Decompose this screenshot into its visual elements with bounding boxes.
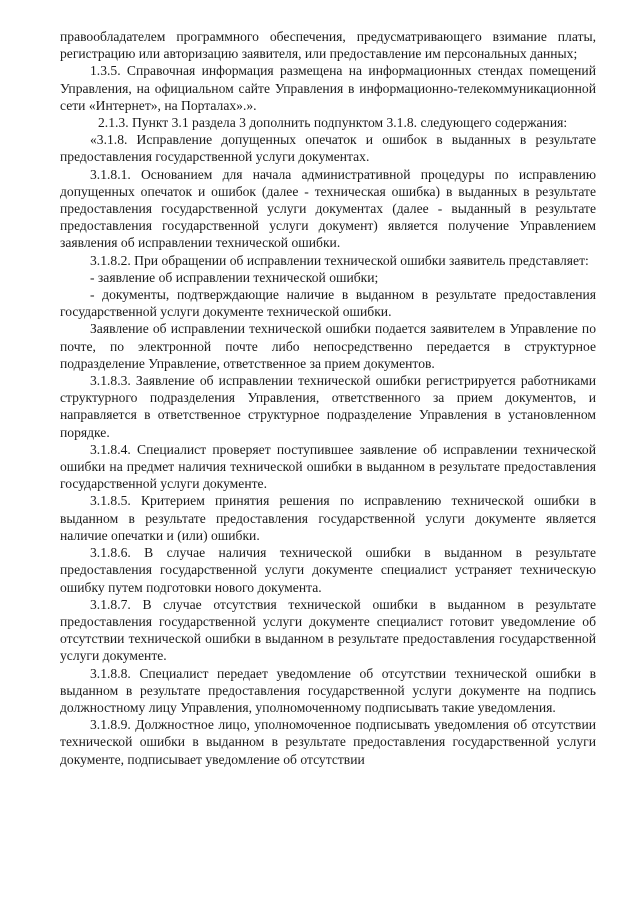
list-item-documents: - документы, подтверждающие наличие в выданном в результате предоставления государственной услуги документе технической ошибки.	[60, 287, 596, 320]
document-page	[60, 28, 596, 768]
paragraph-3-1-8-5: 3.1.8.5. Критерием принятия решения по исправлению технической ошибки в выданном в результате предоставления государственной услуги документе является наличие опечатки и (или) ошибки.	[60, 493, 596, 543]
list-item-application: - заявление об исправлении технической ошибки;	[90, 269, 379, 285]
paragraph-3-1-8-3: 3.1.8.3. Заявление об исправлении технической ошибки регистрируется работниками структурного подразделения Управления, ответственного за прием документов, и направляется в ответственное структурное подразделение Управления в установленном порядке.	[60, 373, 596, 440]
paragraph-submission: Заявление об исправлении технической ошибки подается заявителем в Управление по почте, по электронной почте либо непосредственно передается в структурное подразделение Управление, ответственное за прием документов.	[60, 321, 596, 371]
paragraph-2-1-3: 2.1.3. Пункт 3.1 раздела 3 дополнить подпунктом 3.1.8. следующего содержания:	[98, 115, 568, 131]
paragraph-3-1-8-6: 3.1.8.6. В случае наличия технической ошибки в выданном в результате предоставления государственной услуги документе специалист устраняет техническую ошибку путем подготовки нового документа.	[60, 545, 596, 595]
paragraph-3-1-8-1: 3.1.8.1. Основанием для начала административной процедуры по исправлению допущенных опечаток и ошибок (далее - техническая ошибка) в выданных в результате предоставления государственной услуги документах (далее - выданный в результате предоставления государственной услуги документ) является получение Управлением заявления об исправлении технической ошибки.	[60, 166, 596, 251]
paragraph-3-1-8-8: 3.1.8.8. Специалист передает уведомление об отсутствии технической ошибки в выданном в результате предоставления государственной услуги документе на подпись должностному лицу Управления, уполномоченному подписывать такие уведомления.	[60, 665, 596, 715]
paragraph-3-1-8-2: 3.1.8.2. При обращении об исправлении технической ошибки заявитель представляет:	[90, 252, 589, 268]
paragraph-3-1-8-4: 3.1.8.4. Специалист проверяет поступившее заявление об исправлении технической ошибки на предмет наличия технической ошибки в выданном в результате предоставления государственной услуги документе.	[60, 441, 596, 492]
paragraph-3-1-8: «3.1.8. Исправление допущенных опечаток и ошибок в выданных в результате предоставления государственной услуги документах.	[60, 132, 596, 165]
paragraph-3-1-8-9: 3.1.8.9. Должностное лицо, уполномоченное подписывать уведомления об отсутствии технической ошибки в выданном в результате предоставления государственной услуги документе, подписывает уведомление об отсутствии	[60, 717, 596, 767]
paragraph-continuation-software: правообладателем программного обеспечения, предусматривающего взимание платы, регистрацию или авторизацию заявителя, или предоставление им персональных данных;	[60, 29, 596, 62]
paragraph-3-1-8-7: 3.1.8.7. В случае отсутствия технической ошибки в выданном в результате предоставления государственной услуги документе специалист готовит уведомление об отсутствии технической ошибки в выданном в результате предоставления государственной услуги документе.	[60, 596, 596, 664]
paragraph-1-3-5: 1.3.5. Справочная информация размещена на информационных стендах помещений Управления, на официальном сайте Управления в информационно-телекоммуникационной сети «Интернет», на Порталах».».	[60, 63, 596, 113]
